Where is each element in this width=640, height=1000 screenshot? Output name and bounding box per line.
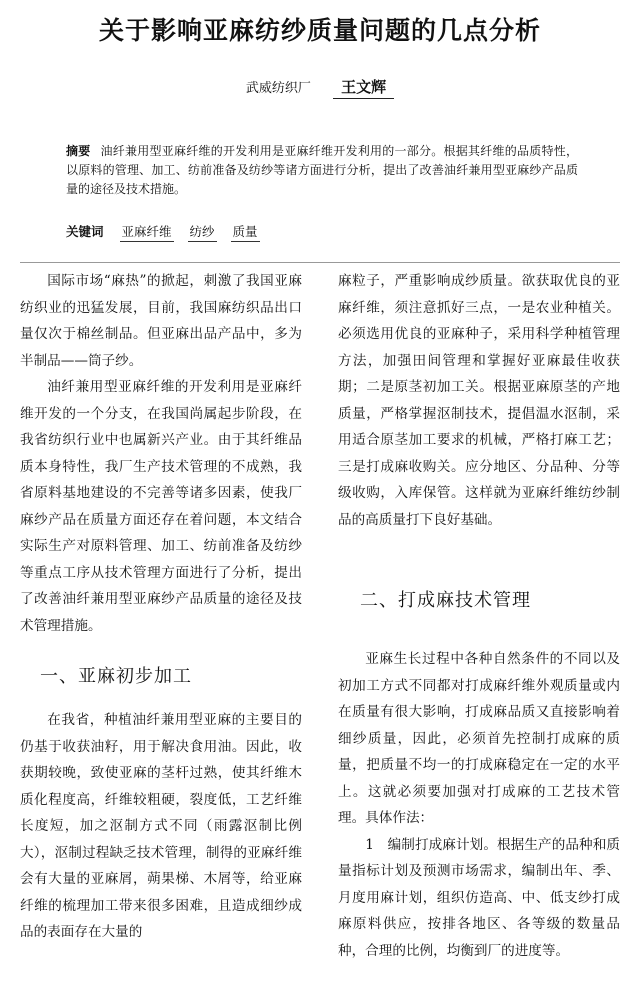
section-heading: 二、打成麻技术管理 bbox=[360, 590, 531, 611]
author-line bbox=[0, 76, 640, 98]
body-paragraph: 在我省，种植油纤兼用型亚麻的主要目的仍基于收获油籽，用于解决食用油。因此，收获期较晚，致使亚麻的茎杆过熟，使其纤维木质化程度高，纤维较粗硬，裂度低，工艺纤维长度短，加之沤制方式不同（雨露沤制比例大），沤制过程缺乏技术管理，制得的亚麻纤维会有大量的亚麻屑，蒴果梯、木屑等，给亚麻纤维的梳理加工带来很多困难，且造成细纱成品的表面存在大量的 bbox=[20, 712, 302, 940]
keyword-item: 质量 bbox=[231, 223, 260, 242]
keyword-item: 亚麻纤维 bbox=[120, 223, 174, 242]
body-paragraph: 国际市场“麻热”的掀起，刺激了我国亚麻纺织业的迅猛发展，目前，我国麻纺织品出口量仅次于棉丝制品。但亚麻出品产品中，多为半制品——筒子纱。 bbox=[20, 273, 302, 369]
keywords-label: 关键词 bbox=[66, 224, 104, 239]
section-heading: 一、亚麻初步加工 bbox=[40, 666, 192, 687]
abstract-label: 摘要 bbox=[66, 144, 91, 158]
body-column-left bbox=[20, 268, 302, 946]
abstract bbox=[66, 142, 578, 199]
keyword-item: 纺纱 bbox=[188, 223, 217, 242]
header-divider bbox=[20, 262, 620, 263]
body-column-right bbox=[338, 268, 620, 964]
body-paragraph: 亚麻生长过程中各种自然条件的不同以及初加工方式不同都对打成麻纤维外观质量或内在质量有很大影响，打成麻品质又直接影响着细纱质量，因此，必须首先控制打成麻的质量，把质量不均一的打成麻稳定在一定的水平上。这就必须要加强对打成麻的工艺技术管理。具体作法： bbox=[338, 651, 620, 826]
article-title: 关于影响亚麻纺纱质量问题的几点分析 bbox=[98, 16, 541, 45]
author-affiliation: 武威纺织厂 bbox=[245, 81, 311, 96]
author-name: 王文辉 bbox=[333, 76, 394, 99]
keywords bbox=[66, 223, 578, 242]
body-paragraph: 油纤兼用型亚麻纤维的开发利用是亚麻纤维开发的一个分支，在我国尚属起步阶段，在我省纺织行业中也属新兴产业。由于其纤维品质本身特性，我厂生产技术管理的不成熟，我省原料基地建设的不完善等诸多因素，使我厂麻纱产品在质量方面还存在着问题，本文结合实际生产对原料管理、加工、纺前准备及纺纱等重点工序从技术管理方面进行了分析，提出了改善油纤兼用型亚麻纱产品质量的途径及技术管理措施。 bbox=[20, 379, 302, 634]
abstract-text: 油纤兼用型亚麻纤维的开发利用是亚麻纤维开发利用的一部分。根据其纤维的品质特性，以原料的管理、加工、纺前准备及纺纱等诸方面进行分析，提出了改善油纤兼用型亚麻纱产品质量的途径及技术措施。 bbox=[66, 144, 578, 196]
body-paragraph: 麻粒子，严重影响成纱质量。欲获取优良的亚麻纤维，须注意抓好三点，一是农业种植关。必须选用优良的亚麻种子，采用科学种植管理方法，加强田间管理和掌握好亚麻最佳收获期；二是原茎初加工关。根据亚麻原茎的产地质量，严格掌握沤制技术，提倡温水沤制，采用适合原茎加工要求的机械，严格打麻工艺；三是打成麻收购关。应分地区、分品种、分等级收购，入库保管。这样就为亚麻纤维纺纱制品的高质量打下良好基础。 bbox=[338, 273, 620, 528]
body-paragraph: 1 编制打成麻计划。根据生产的品种和质量指标计划及预测市场需求，编制出年、季、月度用麻计划，组织仿造高、中、低支纱打成麻原料供应，按排各地区、各等级的数量品种，合理的比例，均衡到厂的进度等。 bbox=[338, 836, 620, 959]
